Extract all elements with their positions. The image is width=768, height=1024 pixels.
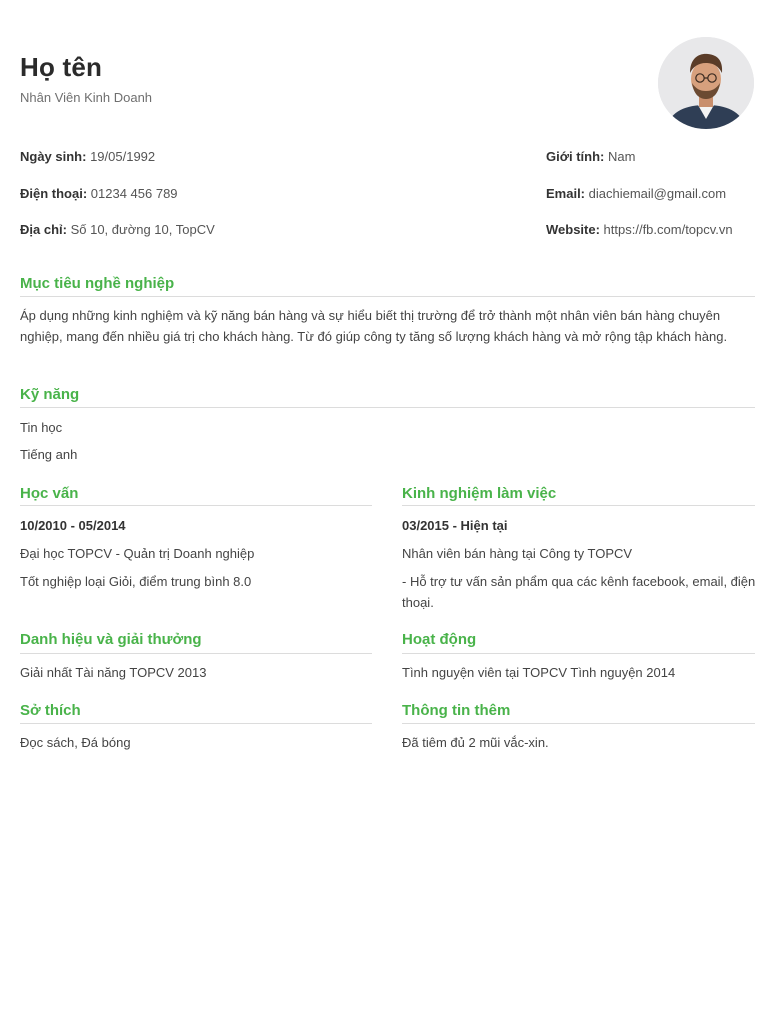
candidate-position: Nhân Viên Kinh Doanh <box>20 90 153 105</box>
awards-divider <box>20 653 372 654</box>
additional-title: Thông tin thêm <box>402 702 511 719</box>
skill-item: Tiếng anh <box>20 447 78 462</box>
skill-item: Tin học <box>20 420 63 435</box>
phone-row <box>20 186 178 201</box>
additional-divider <box>402 723 755 724</box>
education-title: Học vấn <box>20 485 79 502</box>
hobbies-divider <box>20 723 372 724</box>
objective-text: Áp dụng những kinh nghiệm và kỹ năng bán hàng và sự hiểu biết thị trường để trở thành một nhân viên bán hàng chuyên nghiệp, mang đến nhiều giá trị cho khách hàng. Từ đó giúp công ty tăng số lượng khách hàng và mở rộng tập khách hàng. <box>20 308 728 344</box>
experience-divider <box>402 505 755 506</box>
additional-item: Đã tiêm đủ 2 mũi vắc-xin. <box>402 735 549 750</box>
award-item: Giải nhất Tài năng TOPCV 2013 <box>20 665 207 680</box>
awards-title: Danh hiệu và giải thưởng <box>20 631 202 648</box>
avatar <box>658 37 754 129</box>
activity-item: Tình nguyện viên tại TOPCV Tình nguyện 2014 <box>402 665 676 680</box>
skills-divider <box>20 407 755 408</box>
dob-value: 19/05/1992 <box>86 149 156 164</box>
skills-title: Kỹ năng <box>20 386 80 403</box>
activities-divider <box>402 653 755 654</box>
experience-role: Nhân viên bán hàng tại Công ty TOPCV <box>402 546 633 561</box>
gender-label: Giới tính: <box>546 149 605 164</box>
activities-title: Hoạt động <box>402 631 477 648</box>
hobbies-title: Sở thích <box>20 702 81 719</box>
address-label: Địa chỉ: <box>20 222 67 237</box>
education-school: Đại học TOPCV - Quản trị Doanh nghiệp <box>20 546 255 561</box>
address-row <box>20 222 215 237</box>
email-row <box>546 186 726 201</box>
gender-row <box>546 149 635 164</box>
website-label: Website: <box>546 222 600 237</box>
experience-period: 03/2015 - Hiện tại <box>402 518 508 533</box>
address-value: Số 10, đường 10, TopCV <box>66 222 215 237</box>
website-value: https://fb.com/topcv.vn <box>599 222 733 237</box>
phone-label: Điện thoại: <box>20 186 88 201</box>
experience-detail: - Hỗ trợ tư vấn sản phẩm qua các kênh facebook, email, điện thoại. <box>402 574 756 610</box>
objective-title: Mục tiêu nghề nghiệp <box>20 275 175 292</box>
dob-label: Ngày sinh: <box>20 149 87 164</box>
candidate-name: Họ tên <box>20 52 103 82</box>
avatar-photo-icon <box>658 37 754 129</box>
website-row <box>546 222 733 237</box>
objective-divider <box>20 296 755 297</box>
phone-value: 01234 456 789 <box>87 186 178 201</box>
education-period: 10/2010 - 05/2014 <box>20 518 126 533</box>
education-divider <box>20 505 372 506</box>
dob-row <box>20 149 155 164</box>
experience-title: Kinh nghiệm làm việc <box>402 485 557 502</box>
email-value: diachiemail@gmail.com <box>585 186 727 201</box>
email-label: Email: <box>546 186 586 201</box>
gender-value: Nam <box>604 149 636 164</box>
education-detail: Tốt nghiệp loại Giỏi, điểm trung bình 8.0 <box>20 574 252 589</box>
hobby-item: Đọc sách, Đá bóng <box>20 735 131 750</box>
